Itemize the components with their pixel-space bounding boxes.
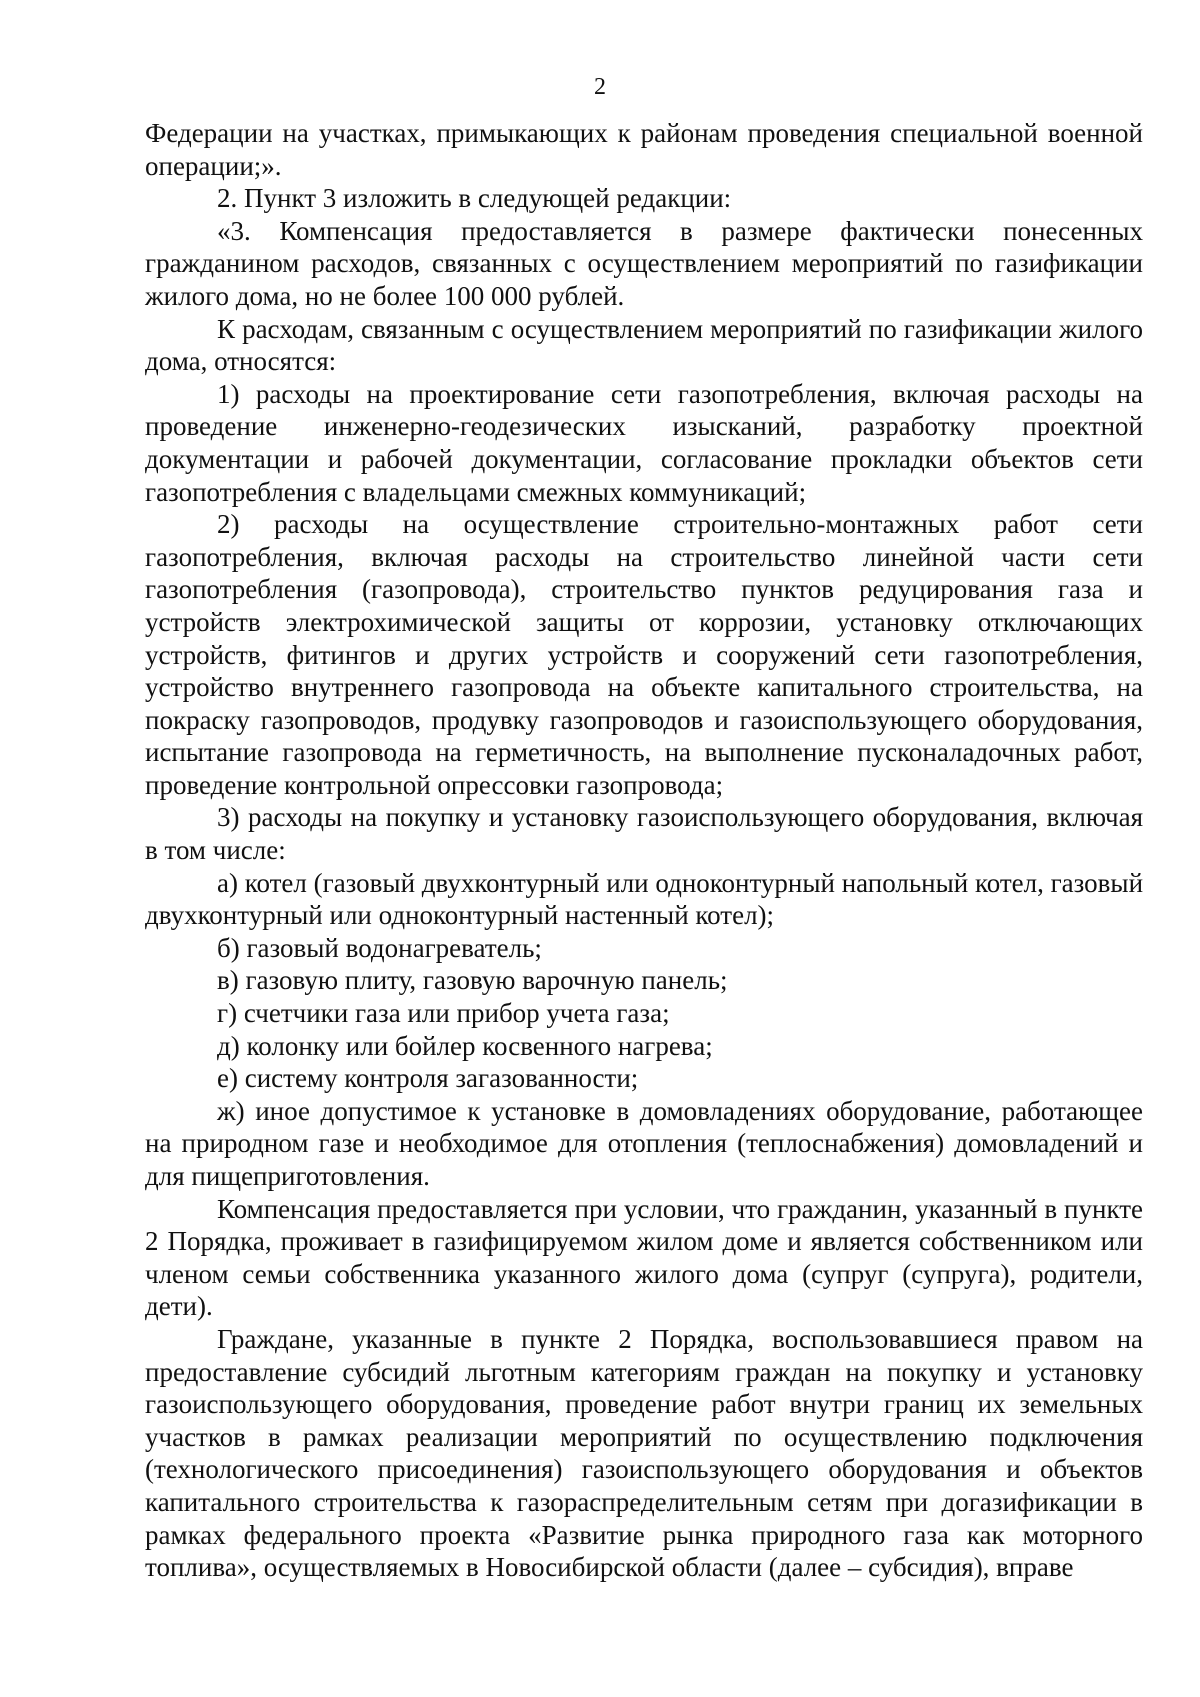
paragraph-11: г) счетчики газа или прибор учета газа;	[217, 998, 670, 1029]
paragraph-4: К расходам, связанным с осуществлением мероприятий по газификации жилого дома, относятся:	[145, 313, 1143, 377]
paragraph-10: в) газовую плиту, газовую варочную панель;	[217, 965, 728, 996]
paragraph-14: ж) иное допустимое к установке в домовладениях оборудование, работающее на природном газе и необходимое для отопления (теплоснабжения) домовладений и для пищеприготовления.	[145, 1095, 1143, 1191]
paragraph-5: 1) расходы на проектирование сети газопотребления, включая расходы на проведение инженерно-геодезических изысканий, разработку проектной документации и рабочей документации, согласование прокладки объектов сети газопотребления с владельцами смежных коммуникаций;	[145, 378, 1143, 507]
paragraph-6: 2) расходы на осуществление строительно-монтажных работ сети газопотребления, включая расходы на строительство линейной части сети газопотребления (газопровода), строительство пунктов редуцирования газа и устройств электрохимической защиты от коррозии, установку отключающих устройств, фитингов и других устройств и сооружений сети газопотребления, устройство внутреннего газопровода на объекте капитального строительства, на покраску газопроводов, продувку газопроводов и газоиспользующего оборудования, испытание газопровода на герметичность, на выполнение пусконаладочных работ, проведение контрольной опрессовки газопровода;	[145, 509, 1143, 800]
paragraph-9: б) газовый водонагреватель;	[217, 932, 542, 963]
paragraph-13: е) систему контроля загазованности;	[217, 1063, 639, 1094]
paragraph-8: а) котел (газовый двухконтурный или одноконтурный напольный котел, газовый двухконтурный или одноконтурный настенный котел);	[145, 867, 1144, 931]
paragraph-16: Граждане, указанные в пункте 2 Порядка, воспользовавшиеся правом на предоставление субсидий льготным категориям граждан на покупку и установку газоиспользующего оборудования, проведение работ внутри границ их земельных участков в рамках реализации мероприятий по осуществлению подключения (технологического присоединения) газоиспользующего оборудования и объектов капитального строительства к газораспределительным сетям при догазификации в рамках федерального проекта «Развитие рынка природного газа как моторного топлива», осуществляемых в Новосибирской области (далее – субсидия), вправе	[145, 1323, 1143, 1583]
paragraph-15: Компенсация предоставляется при условии, что гражданин, указанный в пункте 2 Порядка, проживает в газифицируемом жилом доме и является собственником или членом семьи собственника указанного жилого дома (супруг (супруга), родители, дети).	[145, 1193, 1143, 1322]
paragraph-12: д) колонку или бойлер косвенного нагрева;	[217, 1030, 713, 1061]
paragraph-3: «3. Компенсация предоставляется в размере фактически понесенных гражданином расходов, связанных с осуществлением мероприятий по газификации жилого дома, но не более 100 000 рублей.	[145, 215, 1143, 311]
paragraph-7: 3) расходы на покупку и установку газоиспользующего оборудования, включая в том числе:	[145, 802, 1143, 866]
paragraph-1: Федерации на участках, примыкающих к районам проведения специальной военной операции;».	[145, 118, 1143, 181]
page-number: 2	[594, 74, 606, 100]
paragraph-2: 2. Пункт 3 изложить в следующей редакции:	[217, 183, 732, 214]
document-body	[145, 117, 1143, 1584]
